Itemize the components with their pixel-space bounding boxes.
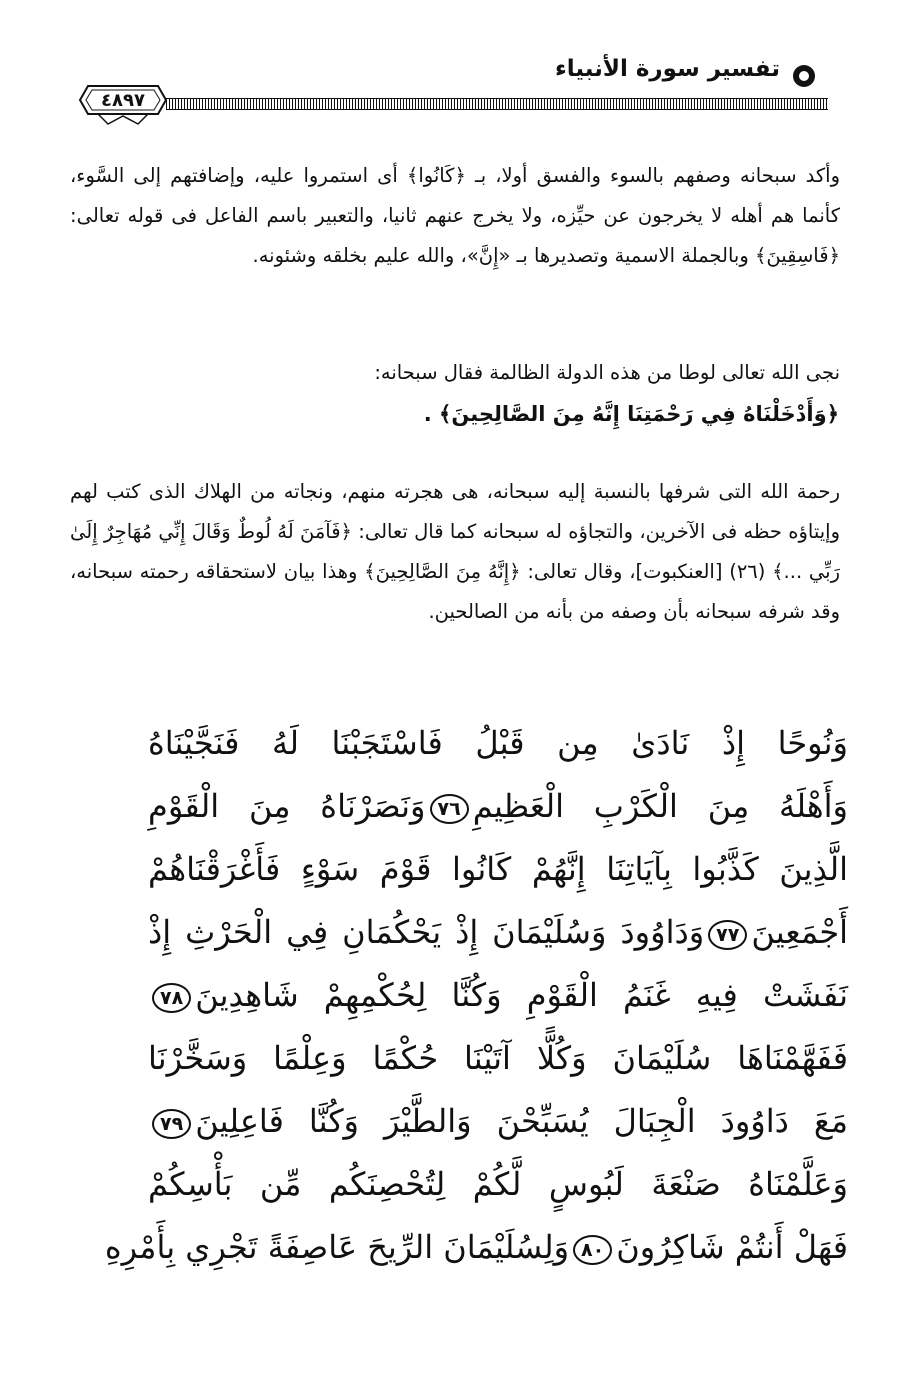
quran-line	[148, 1153, 848, 1216]
verse-text: مَعَ دَاوُودَ الْجِبَالَ يُسَبِّحْنَ وَالطَّيْرَ وَكُنَّا فَاعِلِينَ	[195, 1102, 848, 1140]
quran-verses-block	[104, 712, 849, 1279]
verse-text: وَأَهْلَهُ مِنَ الْكَرْبِ الْعَظِيمِ	[472, 787, 849, 825]
page-number: ٤٨٩٧	[101, 90, 145, 111]
quran-line	[148, 838, 848, 901]
paragraph-text: رحمة الله التى شرفها بالنسبة إليه سبحانه، هى هجرته منهم، ونجاته من الهلاك الذى كتب لهم وإيتاؤه حظه فى الآخرين، والتجاؤه له سبحانه كما قال تعالى: ﴿فَآمَنَ لَهُ لُوطٌ وَقَالَ إِنِّي مُهَاجِرٌ إِلَىٰ رَبِّي ...﴾ (٢٦) [العنكبوت]، وقال تعالى: ﴿إِنَّهُ مِنَ الصَّالِحِينَ﴾ وهذا بيان لاستحقاقه رحمته سبحانه، وقد شرفه سبحانه بأن وصفه من بأنه من الصالحين.	[70, 480, 840, 623]
verse-number-marker: ٧٧	[708, 920, 747, 950]
verse-text: الَّذِينَ كَذَّبُوا بِآيَاتِنَا إِنَّهُمْ كَانُوا قَوْمَ سَوْءٍ فَأَغْرَقْنَاهُمْ	[148, 850, 848, 888]
verse-text: وَعَلَّمْنَاهُ صَنْعَةَ لَبُوسٍ لَّكُمْ لِتُحْصِنَكُم مِّن بَأْسِكُمْ	[148, 1165, 848, 1203]
verse-text: وَنُوحًا إِذْ نَادَىٰ مِن قَبْلُ فَاسْتَجَبْنَا لَهُ فَنَجَّيْنَاهُ	[148, 724, 848, 762]
commentary-paragraph-3	[70, 472, 840, 632]
verse-number-marker: ٧٩	[152, 1109, 191, 1139]
page-number-badge	[78, 80, 168, 126]
paragraph-text: وأكد سبحانه وصفهم بالسوء والفسق أولا، بـ ﴿كَانُوا﴾ أى استمروا عليه، وإضافتهم إلى السَّوء، كأنما هم أهله لا يخرجون عن حيِّزه، ولا يخرج عنهم ثانيا، والتعبير باسم الفاعل فى قوله تعالى: ﴿فَاسِقِينَ﴾ وبالجملة الاسمية وتصديرها بـ «إِنَّ»، والله عليم بخلقه وشئونه.	[70, 164, 840, 267]
quran-line	[148, 712, 848, 775]
verse-text: فَفَهَّمْنَاهَا سُلَيْمَانَ وَكُلًّا آتَيْنَا حُكْمًا وَعِلْمًا وَسَخَّرْنَا	[148, 1039, 848, 1077]
commentary-paragraph-1	[70, 156, 840, 276]
verse-number-marker: ٧٦	[430, 794, 469, 824]
commentary-paragraph-2	[70, 353, 840, 393]
running-title: تفسير سورة الأنبياء	[555, 56, 780, 82]
verse-text: وَنَصَرْنَاهُ مِنَ الْقَوْمِ	[148, 787, 426, 825]
quoted-ayah: ﴿وَأَدْخَلْنَاهُ فِي رَحْمَتِنَا إِنَّهُ مِنَ الصَّالِحِينَ﴾ .	[423, 402, 839, 426]
verse-number-marker: ٧٨	[152, 983, 191, 1013]
header-rule	[166, 98, 828, 110]
page-header	[70, 52, 840, 132]
verse-text: وَدَاوُودَ وَسُلَيْمَانَ إِذْ يَحْكُمَانِ فِي الْحَرْثِ إِذْ	[148, 913, 705, 951]
quran-line	[148, 775, 848, 838]
verse-text: أَجْمَعِينَ	[751, 913, 848, 951]
quran-line	[148, 1090, 848, 1153]
quran-line	[148, 964, 848, 1027]
paragraph-text: نجى الله تعالى لوطا من هذه الدولة الظالمة فقال سبحانه:	[374, 361, 840, 384]
quran-line	[148, 1027, 848, 1090]
quran-line	[104, 1216, 848, 1279]
quran-line	[148, 901, 848, 964]
ornament-icon	[790, 62, 818, 90]
verse-text: فَهَلْ أَنتُمْ شَاكِرُونَ	[616, 1228, 848, 1266]
verse-number-marker: ٨٠	[573, 1235, 612, 1265]
verse-text: نَفَشَتْ فِيهِ غَنَمُ الْقَوْمِ وَكُنَّا لِحُكْمِهِمْ شَاهِدِينَ	[195, 976, 848, 1014]
verse-text: وَلِسُلَيْمَانَ الرِّيحَ عَاصِفَةً تَجْرِي بِأَمْرِهِ	[104, 1228, 570, 1266]
